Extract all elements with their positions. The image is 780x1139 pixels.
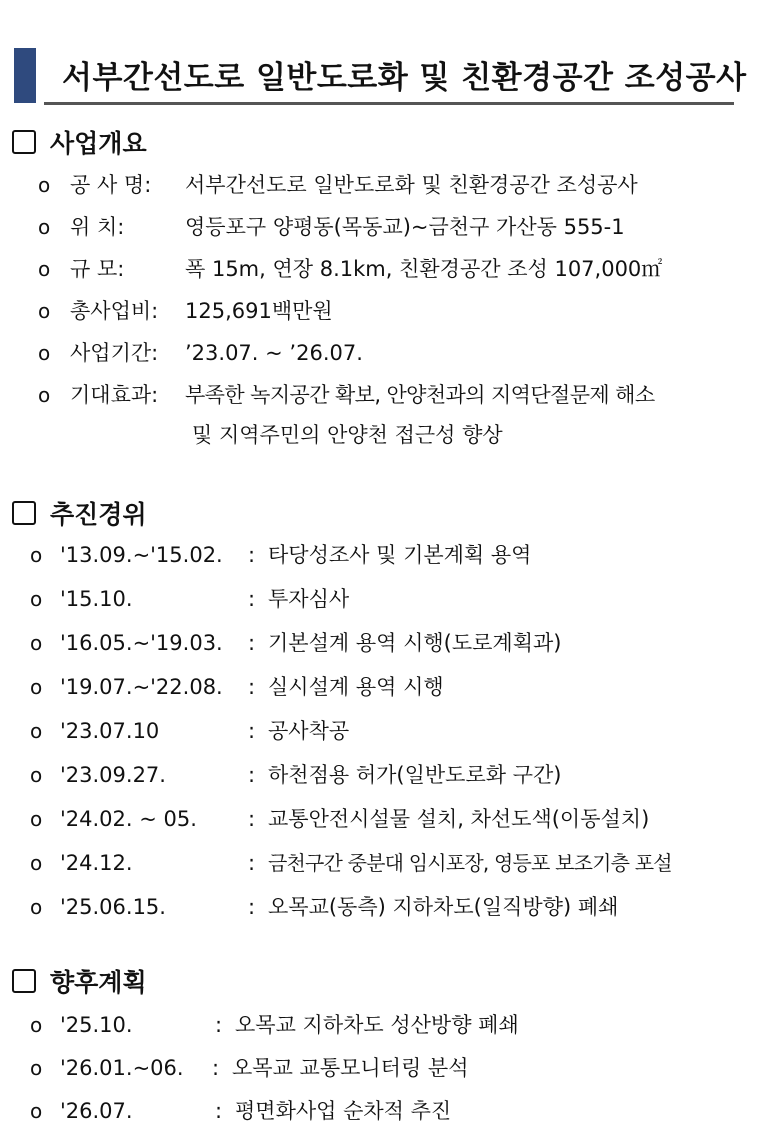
- overview-item-label: 사업기간:: [70, 341, 159, 365]
- overview-item-label: 기대효과:: [70, 383, 159, 407]
- progress-item-colon: :: [248, 895, 256, 919]
- bullet-icon: o: [30, 1099, 43, 1123]
- progress-item-colon: :: [248, 543, 256, 567]
- progress-item-date: '24.02. ~ 05.: [60, 807, 197, 831]
- plan-item-colon: :: [212, 1056, 220, 1080]
- bullet-icon: o: [30, 1013, 43, 1037]
- progress-item-date: '16.05.~'19.03.: [60, 631, 223, 655]
- bullet-icon: o: [38, 341, 51, 365]
- checkbox-icon: [12, 501, 36, 525]
- progress-item-text: 투자심사: [268, 587, 350, 611]
- progress-item-text: 금천구간 중분대 임시포장, 영등포 보조기층 포설: [268, 851, 672, 875]
- bullet-icon: o: [38, 299, 51, 323]
- progress-item-date: '23.09.27.: [60, 763, 166, 787]
- progress-item-colon: :: [248, 851, 256, 875]
- overview-item-text: 부족한 녹지공간 확보, 안양천과의 지역단절문제 해소: [185, 383, 655, 407]
- plan-item-colon: :: [215, 1099, 223, 1123]
- bullet-icon: o: [30, 763, 43, 787]
- progress-item-colon: :: [248, 675, 256, 699]
- section-overview-heading: [12, 124, 147, 160]
- progress-item-date: '13.09.~'15.02.: [60, 543, 223, 567]
- progress-item-date: '24.12.: [60, 851, 133, 875]
- overview-item-text: 125,691백만원: [185, 299, 333, 323]
- bullet-icon: o: [38, 215, 51, 239]
- progress-item-text: 공사착공: [268, 719, 350, 743]
- overview-item-text: 서부간선도로 일반도로화 및 친환경공간 조성공사: [185, 173, 638, 197]
- progress-item-date: '25.06.15.: [60, 895, 166, 919]
- bullet-icon: o: [30, 1056, 43, 1080]
- section-progress-label: 추진경위: [50, 500, 147, 529]
- bullet-icon: o: [30, 587, 43, 611]
- plan-item-text: 오목교 교통모니터링 분석: [232, 1056, 469, 1080]
- progress-item-date: '15.10.: [60, 587, 133, 611]
- plan-item-colon: :: [215, 1013, 223, 1037]
- bullet-icon: o: [30, 851, 43, 875]
- overview-item-text: ’23.07. ~ ’26.07.: [185, 341, 363, 365]
- bullet-icon: o: [30, 807, 43, 831]
- plan-item-date: '26.07.: [60, 1099, 133, 1123]
- progress-item-colon: :: [248, 807, 256, 831]
- overview-continuation-text: 및 지역주민의 안양천 접근성 향상: [192, 423, 503, 447]
- section-overview-label: 사업개요: [50, 129, 147, 158]
- bullet-icon: o: [30, 631, 43, 655]
- progress-item-colon: :: [248, 587, 256, 611]
- overview-item-text: 영등포구 양평동(목동교)~금천구 가산동 555-1: [185, 215, 625, 239]
- bullet-icon: o: [30, 675, 43, 699]
- overview-item-label: 공 사 명:: [70, 173, 152, 197]
- checkbox-icon: [12, 130, 36, 154]
- bullet-icon: o: [38, 257, 51, 281]
- bullet-icon: o: [30, 719, 43, 743]
- progress-item-date: '23.07.10: [60, 719, 160, 743]
- progress-item-text: 교통안전시설물 설치, 차선도색(이동설치): [268, 807, 650, 831]
- section-plan-label: 향후계획: [50, 968, 147, 997]
- title-accent-bar: [14, 48, 36, 103]
- progress-item-text: 하천점용 허가(일반도로화 구간): [268, 763, 562, 787]
- bullet-icon: o: [30, 895, 43, 919]
- progress-item-colon: :: [248, 763, 256, 787]
- progress-item-text: 타당성조사 및 기본계획 용역: [268, 543, 532, 567]
- overview-item-text: 폭 15m, 연장 8.1km, 친환경공간 조성 107,000㎡: [185, 257, 663, 281]
- overview-item-label: 총사업비:: [70, 299, 159, 323]
- plan-item-text: 평면화사업 순차적 추진: [235, 1099, 452, 1123]
- progress-item-date: '19.07.~'22.08.: [60, 675, 223, 699]
- checkbox-icon: [12, 969, 36, 993]
- plan-item-date: '25.10.: [60, 1013, 133, 1037]
- progress-item-colon: :: [248, 631, 256, 655]
- title-underline: [44, 102, 734, 105]
- bullet-icon: o: [38, 173, 51, 197]
- page-title: 서부간선도로 일반도로화 및 친환경공간 조성공사: [62, 60, 747, 96]
- progress-item-colon: :: [248, 719, 256, 743]
- overview-item-label: 규 모:: [70, 257, 125, 281]
- progress-item-text: 오목교(동측) 지하차도(일직방향) 폐쇄: [268, 895, 619, 919]
- bullet-icon: o: [30, 543, 43, 567]
- overview-item-label: 위 치:: [70, 215, 125, 239]
- bullet-icon: o: [38, 383, 51, 407]
- plan-item-date: '26.01.~06.: [60, 1056, 184, 1080]
- progress-item-text: 기본설계 용역 시행(도로계획과): [268, 631, 562, 655]
- section-plan-heading: [12, 963, 147, 999]
- section-progress-heading: [12, 495, 147, 531]
- progress-item-text: 실시설계 용역 시행: [268, 675, 444, 699]
- plan-item-text: 오목교 지하차도 성산방향 폐쇄: [235, 1013, 519, 1037]
